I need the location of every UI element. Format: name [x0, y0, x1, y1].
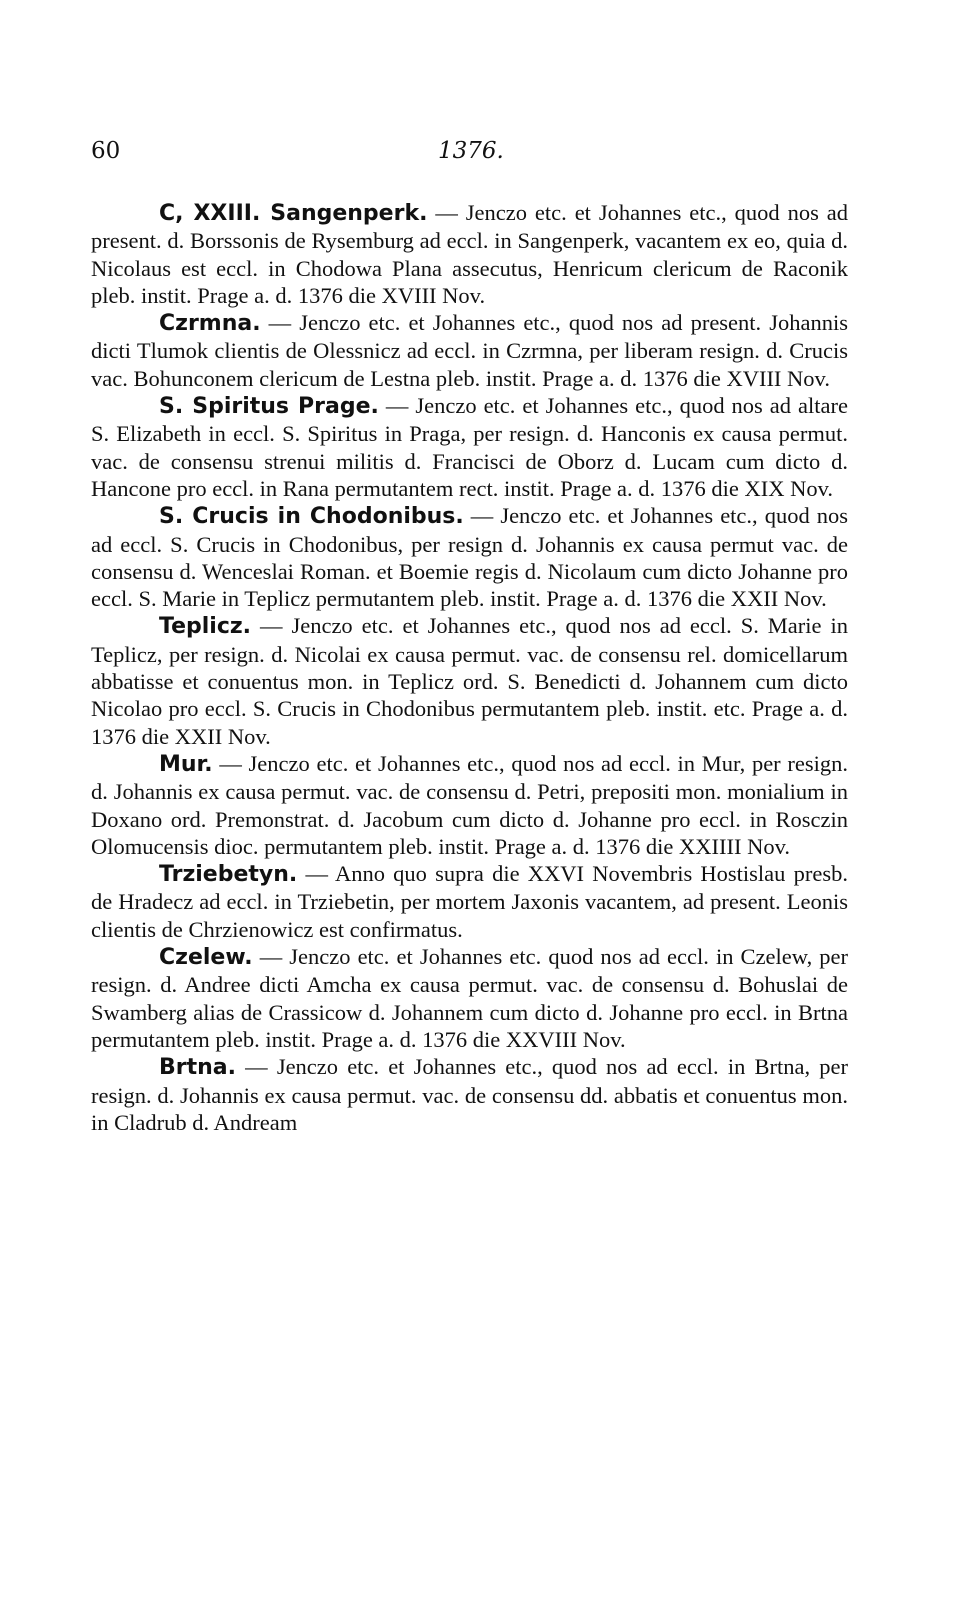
entry-heading: S. Crucis in Chodonibus. [159, 504, 464, 530]
entry-heading: Brtna. [159, 1055, 236, 1081]
entry-text: — Jenczo etc. et Johannes etc., quod nos ad present. d. Borssonis de Rysemburg ad eccl. in Sangenperk, vacantem ex eo, quia d. Nicolaus est eccl. in Chodowa Plana assecutus, Henricum clericum de Raconik pleb. instit. Prage a. d. 1376 die XVIII Nov. [91, 200, 848, 308]
entry-text: — Jenczo etc. et Johannes etc., quod nos ad altare S. Elizabeth in eccl. S. Spiritus in Praga, per resign. d. Hanconis ex causa permut. vac. de consensu strenui militis d. Francisci de Oborz d. Lucam cum dicto d. Hancone pro eccl. in Rana permutantem rect. instit. Prage a. d. 1376 die XIX Nov. [91, 393, 848, 501]
entry-czelew [91, 943, 848, 1053]
entry-text: — Anno quo supra die XXVI Novembris Hostislau presb. de Hradecz ad eccl. in Trziebetin, per mortem Jaxonis vacantem, ad present. Leonis clientis de Chrzienowicz est confirmatus. [91, 861, 848, 942]
entry-heading: Czrmna. [159, 311, 261, 337]
entry-text: — Jenczo etc. et Johannes etc., quod nos ad eccl. in Mur, per resign. d. Johannis ex causa permut. vac. de consensu d. Petri, prepositi mon. monialium in Doxano ord. Premonstrat. d. Jacobum cum dicto d. Johanne pro eccl. in Rosczin Olomucensis dioc. permutantem pleb. instit. Prage a. d. 1376 die XXIIII Nov. [91, 750, 848, 859]
entry-trziebetyn [91, 860, 848, 943]
entry-text: — Jenczo etc. et Johannes etc., quod nos ad eccl. in Brtna, per resign. d. Johannis ex causa permut. vac. de consensu dd. abbatis et conuentus mon. in Cladrub d. Andream [91, 1054, 848, 1135]
entry-brtna [91, 1053, 848, 1136]
entry-heading: Trziebetyn. [159, 862, 298, 888]
entry-text: — Jenczo etc. et Johannes etc., quod nos ad present. Johannis dicti Tlumok clientis de Olessnicz ad eccl. in Czrmna, per liberam resign. d. Crucis vac. Bohunconem clericum de Lestna pleb. instit. Prage a. d. 1376 die XVIII Nov. [91, 310, 848, 391]
entry-sangenperk [91, 199, 848, 309]
entry-teplicz [91, 612, 848, 749]
entry-text: — Jenczo etc. et Johannes etc., quod nos ad eccl. S. Marie in Teplicz, per resign. d. Nicolai ex causa permut. vac. de consensu rel. domicellarum abbatisse et conuentus mon. in Teplicz ord. S. Benedicti d. Johannem cum dicto Nicolao pro eccl. S. Crucis in Chodonibus permutantem pleb. instit. etc. Prage a. d. 1376 die XXII Nov. [91, 613, 848, 749]
entry-mur [91, 750, 848, 860]
entry-heading: C, XXIII. Sangenperk. [159, 201, 428, 226]
entry-heading: Czelew. [159, 945, 253, 971]
running-head-year: 1376. [438, 138, 504, 164]
entry-czrmna [91, 309, 848, 392]
entry-text: — Jenczo etc. et Johannes etc. quod nos ad eccl. in Czelew, per resign. d. Andree dicti Amcha ex causa permut. vac. de consensu d. Bohuslai de Swamberg alias de Crassicow d. Johannem cum dicto d. Johanne pro eccl. in Brtna permutantem pleb. instit. Prage a. d. 1376 die XXVIII Nov. [91, 944, 848, 1052]
entry-heading: Teplicz. [159, 614, 252, 640]
page-number: 60 [91, 138, 121, 164]
entry-s-crucis-in-chodonibus [91, 502, 848, 612]
running-head [91, 138, 848, 168]
entry-text: — Jenczo etc. et Johannes etc., quod nos ad eccl. S. Crucis in Chodonibus, per resign d. Johannis ex causa permut vac. de consensu d. Wenceslai Roman. et Boemie regis d. Nicolaum cum dicto Johanne pro eccl. S. Marie in Teplicz permutantem pleb. instit. Prage a. d. 1376 die XXII Nov. [91, 503, 848, 612]
entry-heading: S. Spiritus Prage. [159, 394, 379, 420]
entry-heading: Mur. [159, 751, 213, 777]
entries-body [91, 199, 848, 1136]
entry-s-spiritus-prage [91, 392, 848, 502]
